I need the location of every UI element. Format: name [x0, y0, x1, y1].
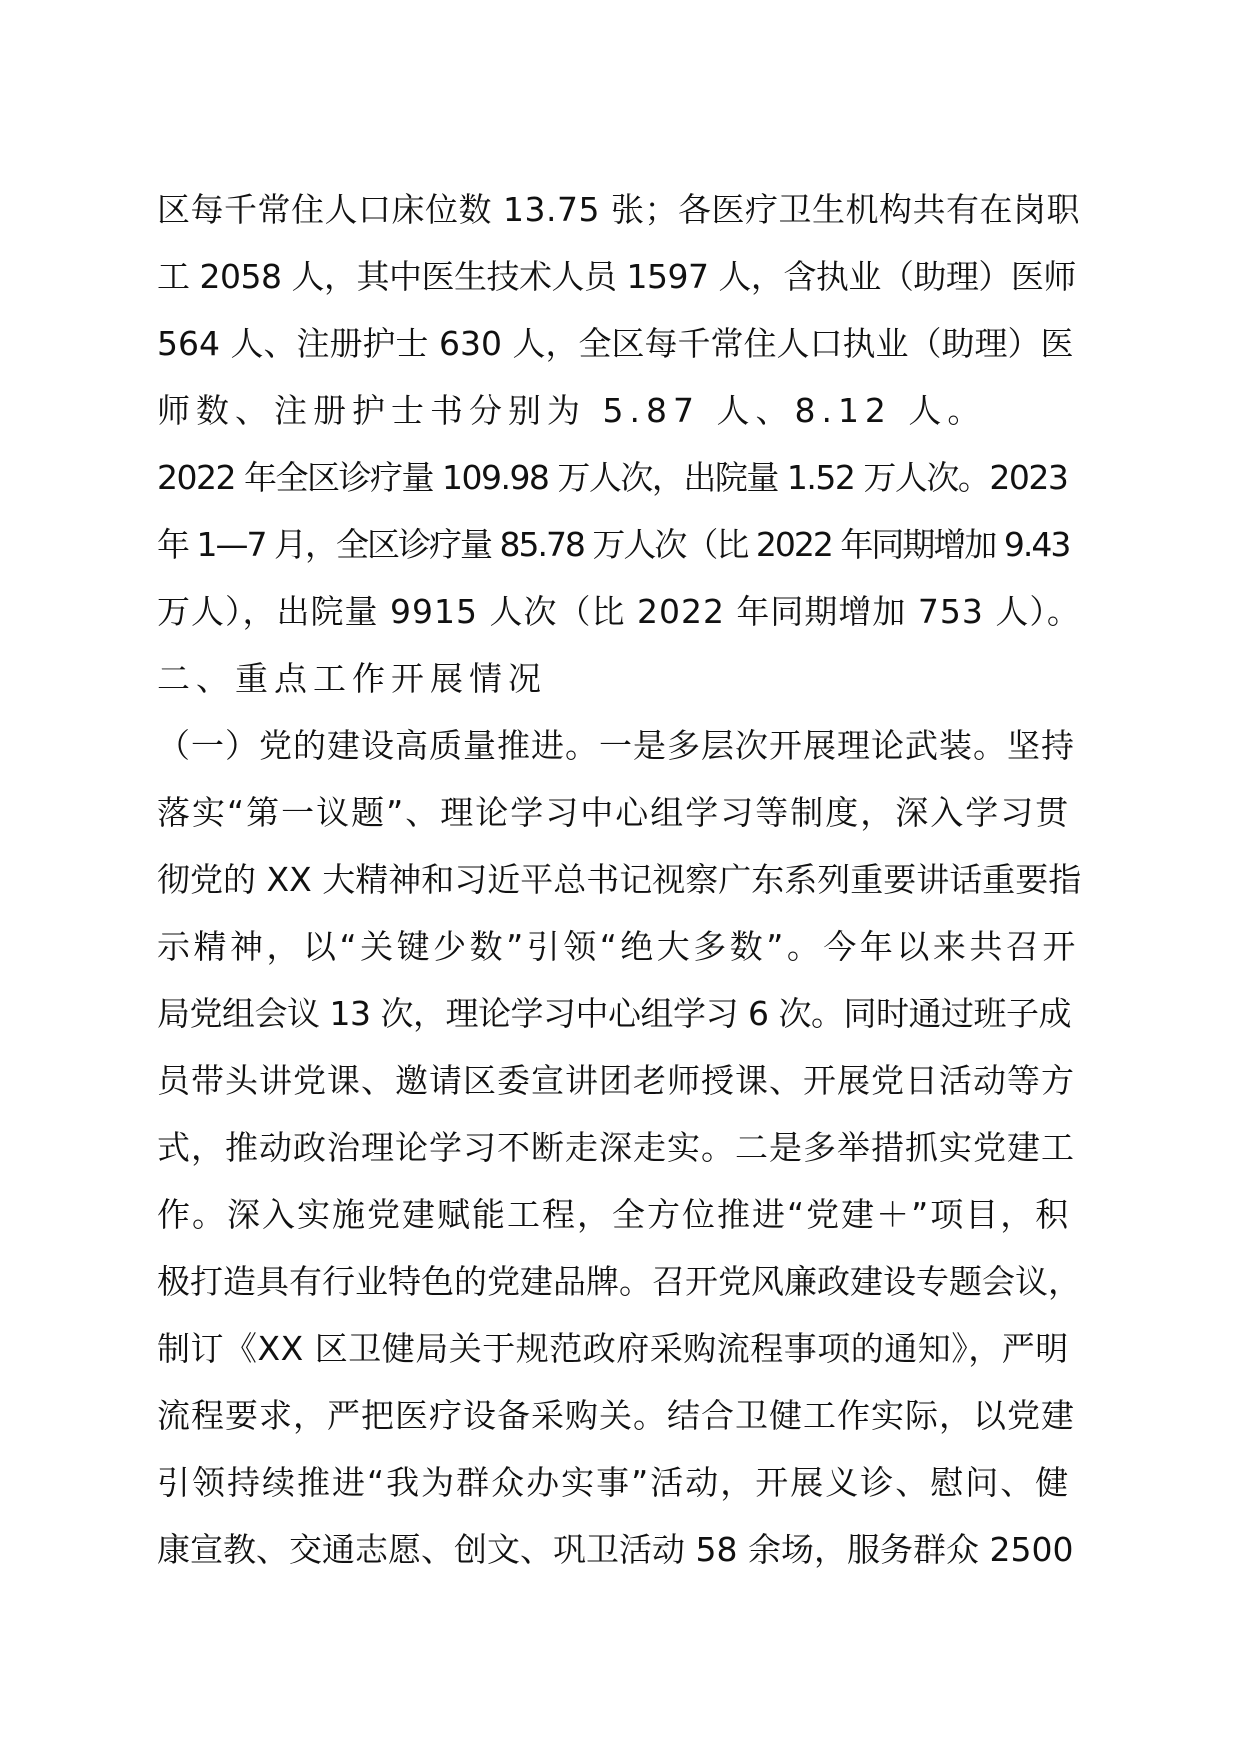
text-line-12: 示精神，以“关键少数”引领“绝大多数”。今年以来共召开 — [157, 927, 1079, 966]
text-line-15: 式，推动政治理论学习不断走深走实。二是多举措抓实党建工 — [157, 1128, 1075, 1167]
text-line-7: 万人），出院量 9915 人次（比 2022 年同期增加 753 人）。 — [157, 592, 1081, 631]
text-line-18: 制订《XX 区卫健局关于规范政府采购流程事项的通知》，严明 — [157, 1329, 1069, 1368]
text-line-5: 2022 年全区诊疗量 109.98 万人次，出院量 1.52 万人次。2023 — [157, 458, 1068, 497]
section-heading: 二、重点工作开展情况 — [157, 659, 547, 698]
text-line-1: 区每千常住人口床位数 13.75 张；各医疗卫生机构共有在岗职 — [157, 190, 1080, 229]
text-line-14: 员带头讲党课、邀请区委宣讲团老师授课、开展党日活动等方 — [157, 1061, 1075, 1100]
text-line-2: 工 2058 人，其中医生技术人员 1597 人，含执业（助理）医师 — [157, 257, 1076, 296]
text-line-9: （一）党的建设高质量推进。一是多层次开展理论武装。坚持 — [157, 726, 1075, 765]
text-line-21: 康宣教、交通志愿、创文、巩卫活动 58 余场，服务群众 2500 — [157, 1530, 1074, 1569]
text-line-16: 作。深入实施党建赋能工程，全方位推进“党建＋”项目，积 — [157, 1195, 1071, 1234]
text-line-13: 局党组会议 13 次，理论学习中心组学习 6 次。同时通过班子成 — [157, 994, 1071, 1033]
text-line-6: 年 1—7 月，全区诊疗量 85.78 万人次（比 2022 年同期增加 9.43 — [157, 525, 1070, 564]
text-line-11: 彻党的 XX 大精神和习近平总书记视察广东系列重要讲话重要指 — [157, 860, 1082, 899]
text-line-10: 落实“第一议题”、理论学习中心组学习等制度，深入学习贯 — [157, 793, 1071, 832]
text-line-20: 引领持续推进“我为群众办实事”活动，开展义诊、慰问、健 — [157, 1463, 1071, 1502]
text-line-4: 师数、注册护士书分别为 5.87 人、8.12 人。 — [157, 391, 987, 430]
text-line-17: 极打造具有行业特色的党建品牌。召开党风廉政建设专题会议， — [157, 1262, 1081, 1301]
text-line-3: 564 人、注册护士 630 人，全区每千常住人口执业（助理）医 — [157, 324, 1074, 363]
text-line-19: 流程要求，严把医疗设备采购关。结合卫健工作实际，以党建 — [157, 1396, 1075, 1435]
